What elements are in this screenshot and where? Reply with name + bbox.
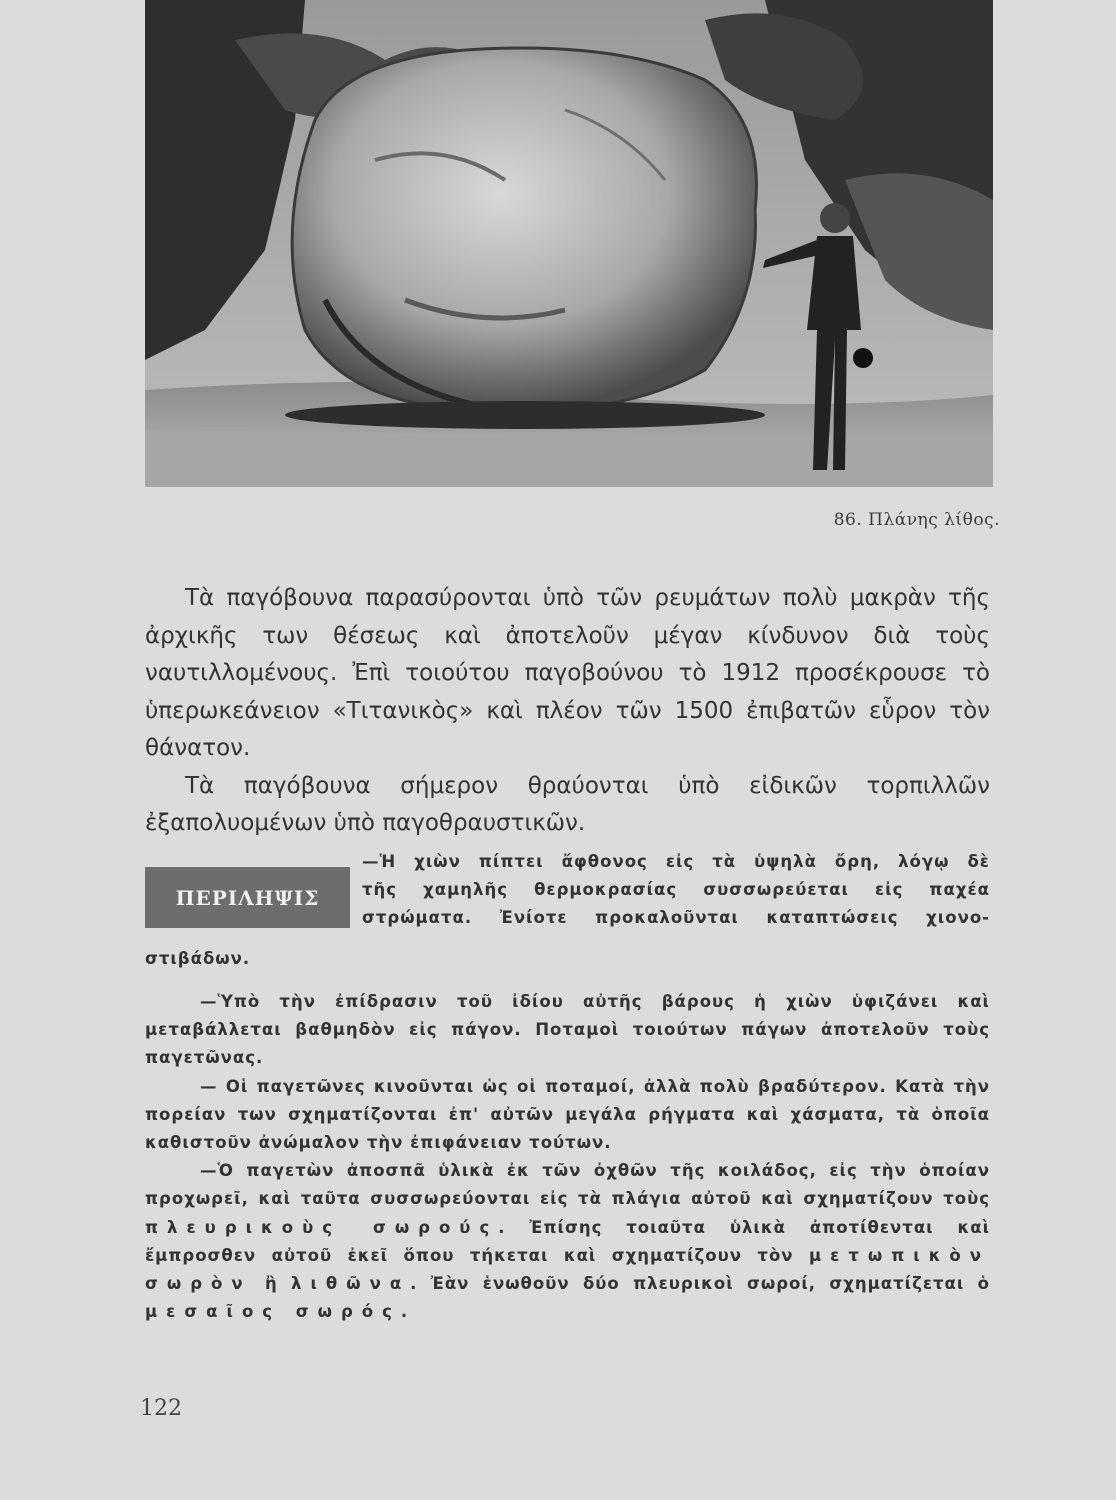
summary-text: . Ἐὰν ἑνωθοῦν δύο πλευρικοὶ σωροί, σχηματίζεται ὁ xyxy=(410,1274,990,1294)
boulder-photo-illustration xyxy=(145,0,993,487)
summary-text: ἢ xyxy=(264,1274,278,1294)
summary-line: —Ἡ χιὼν πίπτει ἄφθονος εἰς τὰ ὑψηλὰ ὄρη, λόγῳ δὲ xyxy=(362,852,990,871)
term-terminal-moraine: μετωπικὸν σωρὸν xyxy=(145,1245,990,1294)
summary-first-continuation: στιβάδων. xyxy=(145,949,251,968)
summary-line: στρώματα. Ἐνίοτε προκαλοῦνται καταπτώσεις χιονο- xyxy=(362,908,990,927)
term-lithon: λιθῶνα xyxy=(291,1274,411,1294)
boulder-photo xyxy=(145,0,993,487)
summary-line: τῆς χαμηλῆς θερμοκρασίας συσσωρεύεται εἰς παχέα xyxy=(362,880,990,899)
body-paragraph: Τὰ παγόβουνα σήμερον θραύονται ὑπὸ εἰδικῶν τορπιλλῶν ἐξαπολυομένων ὑπὸ παγοθραυστικῶν. xyxy=(145,772,990,836)
summary-paragraph: —Ὑπὸ τὴν ἐπίδρασιν τοῦ ἰδίου αὐτῆς βάρους ἡ χιὼν ὑφιζάνει καὶ μεταβάλλεται βαθμηδὸν εἰς πάγον. Ποταμοὶ τοιούτων πάγων ἀποτελοῦν τοὺς παγετῶνας. xyxy=(145,992,990,1068)
summary-rest xyxy=(145,988,990,1326)
summary-text: —Ὁ παγετὼν ἀποσπᾶ ὑλικὰ ἐκ τῶν ὀχθῶν τῆς κοιλάδος, εἰς τὴν ὁποίαν προχωρεῖ, καὶ ταῦτα συσσωρεύονται εἰς τὰ πλάγια αὐτοῦ καὶ σχηματίζουν τοὺς xyxy=(145,1161,990,1209)
summary-first-paragraph xyxy=(362,848,990,932)
summary-paragraph xyxy=(145,1157,990,1326)
summary-text: . xyxy=(400,1302,409,1322)
summary-text: . Ἐπίσης τοιαῦτα ὑλικὰ ἀποτίθενται καὶ ἔμπροσθεν αὐτοῦ ἐκεῖ ὅπου τήκεται καὶ σχηματίζουν τὸν xyxy=(145,1217,991,1265)
summary-heading-text: ΠΕΡΙΛΗΨΙΣ xyxy=(175,885,320,910)
body-text xyxy=(145,580,990,843)
figure-caption: 86. Πλάνης λίθος. xyxy=(833,510,1000,530)
term-lateral-moraines: πλευρικοὺς σωρούς xyxy=(145,1217,499,1237)
summary-heading-label xyxy=(145,867,350,928)
page-number: 122 xyxy=(140,1396,182,1421)
summary-paragraph: — Οἱ παγετῶνες κινοῦνται ὡς οἱ ποταμοί, ἀλλὰ πολὺ βραδύτερον. Κατὰ τὴν πορείαν των σχηματίζονται ἐπ' αὐτῶν μεγάλα ρήγματα καὶ χάσματα, τὰ ὁποῖα καθιστοῦν ἀνώμαλον τὴν ἐπιφάνειαν τούτων. xyxy=(145,1076,990,1153)
term-medial-moraine: μεσαῖος σωρός xyxy=(145,1302,401,1322)
body-paragraph: Τὰ παγόβουνα παρασύρονται ὑπὸ τῶν ρευμάτων πολὺ μακρὰν τῆς ἀρχικῆς των θέσεως καὶ ἀποτελοῦν μέγαν κίνδυνον διὰ τοὺς ναυτιλλομένους. Ἐπὶ τοιούτου παγοβούνου τὸ 1912 προσέκρουσε τὸ ὑπερωκεάνειον «Τιτανικὸς» καὶ πλέον τῶν 1500 ἐπιβατῶν εὗρον τὸν θάνατον. xyxy=(145,585,990,761)
